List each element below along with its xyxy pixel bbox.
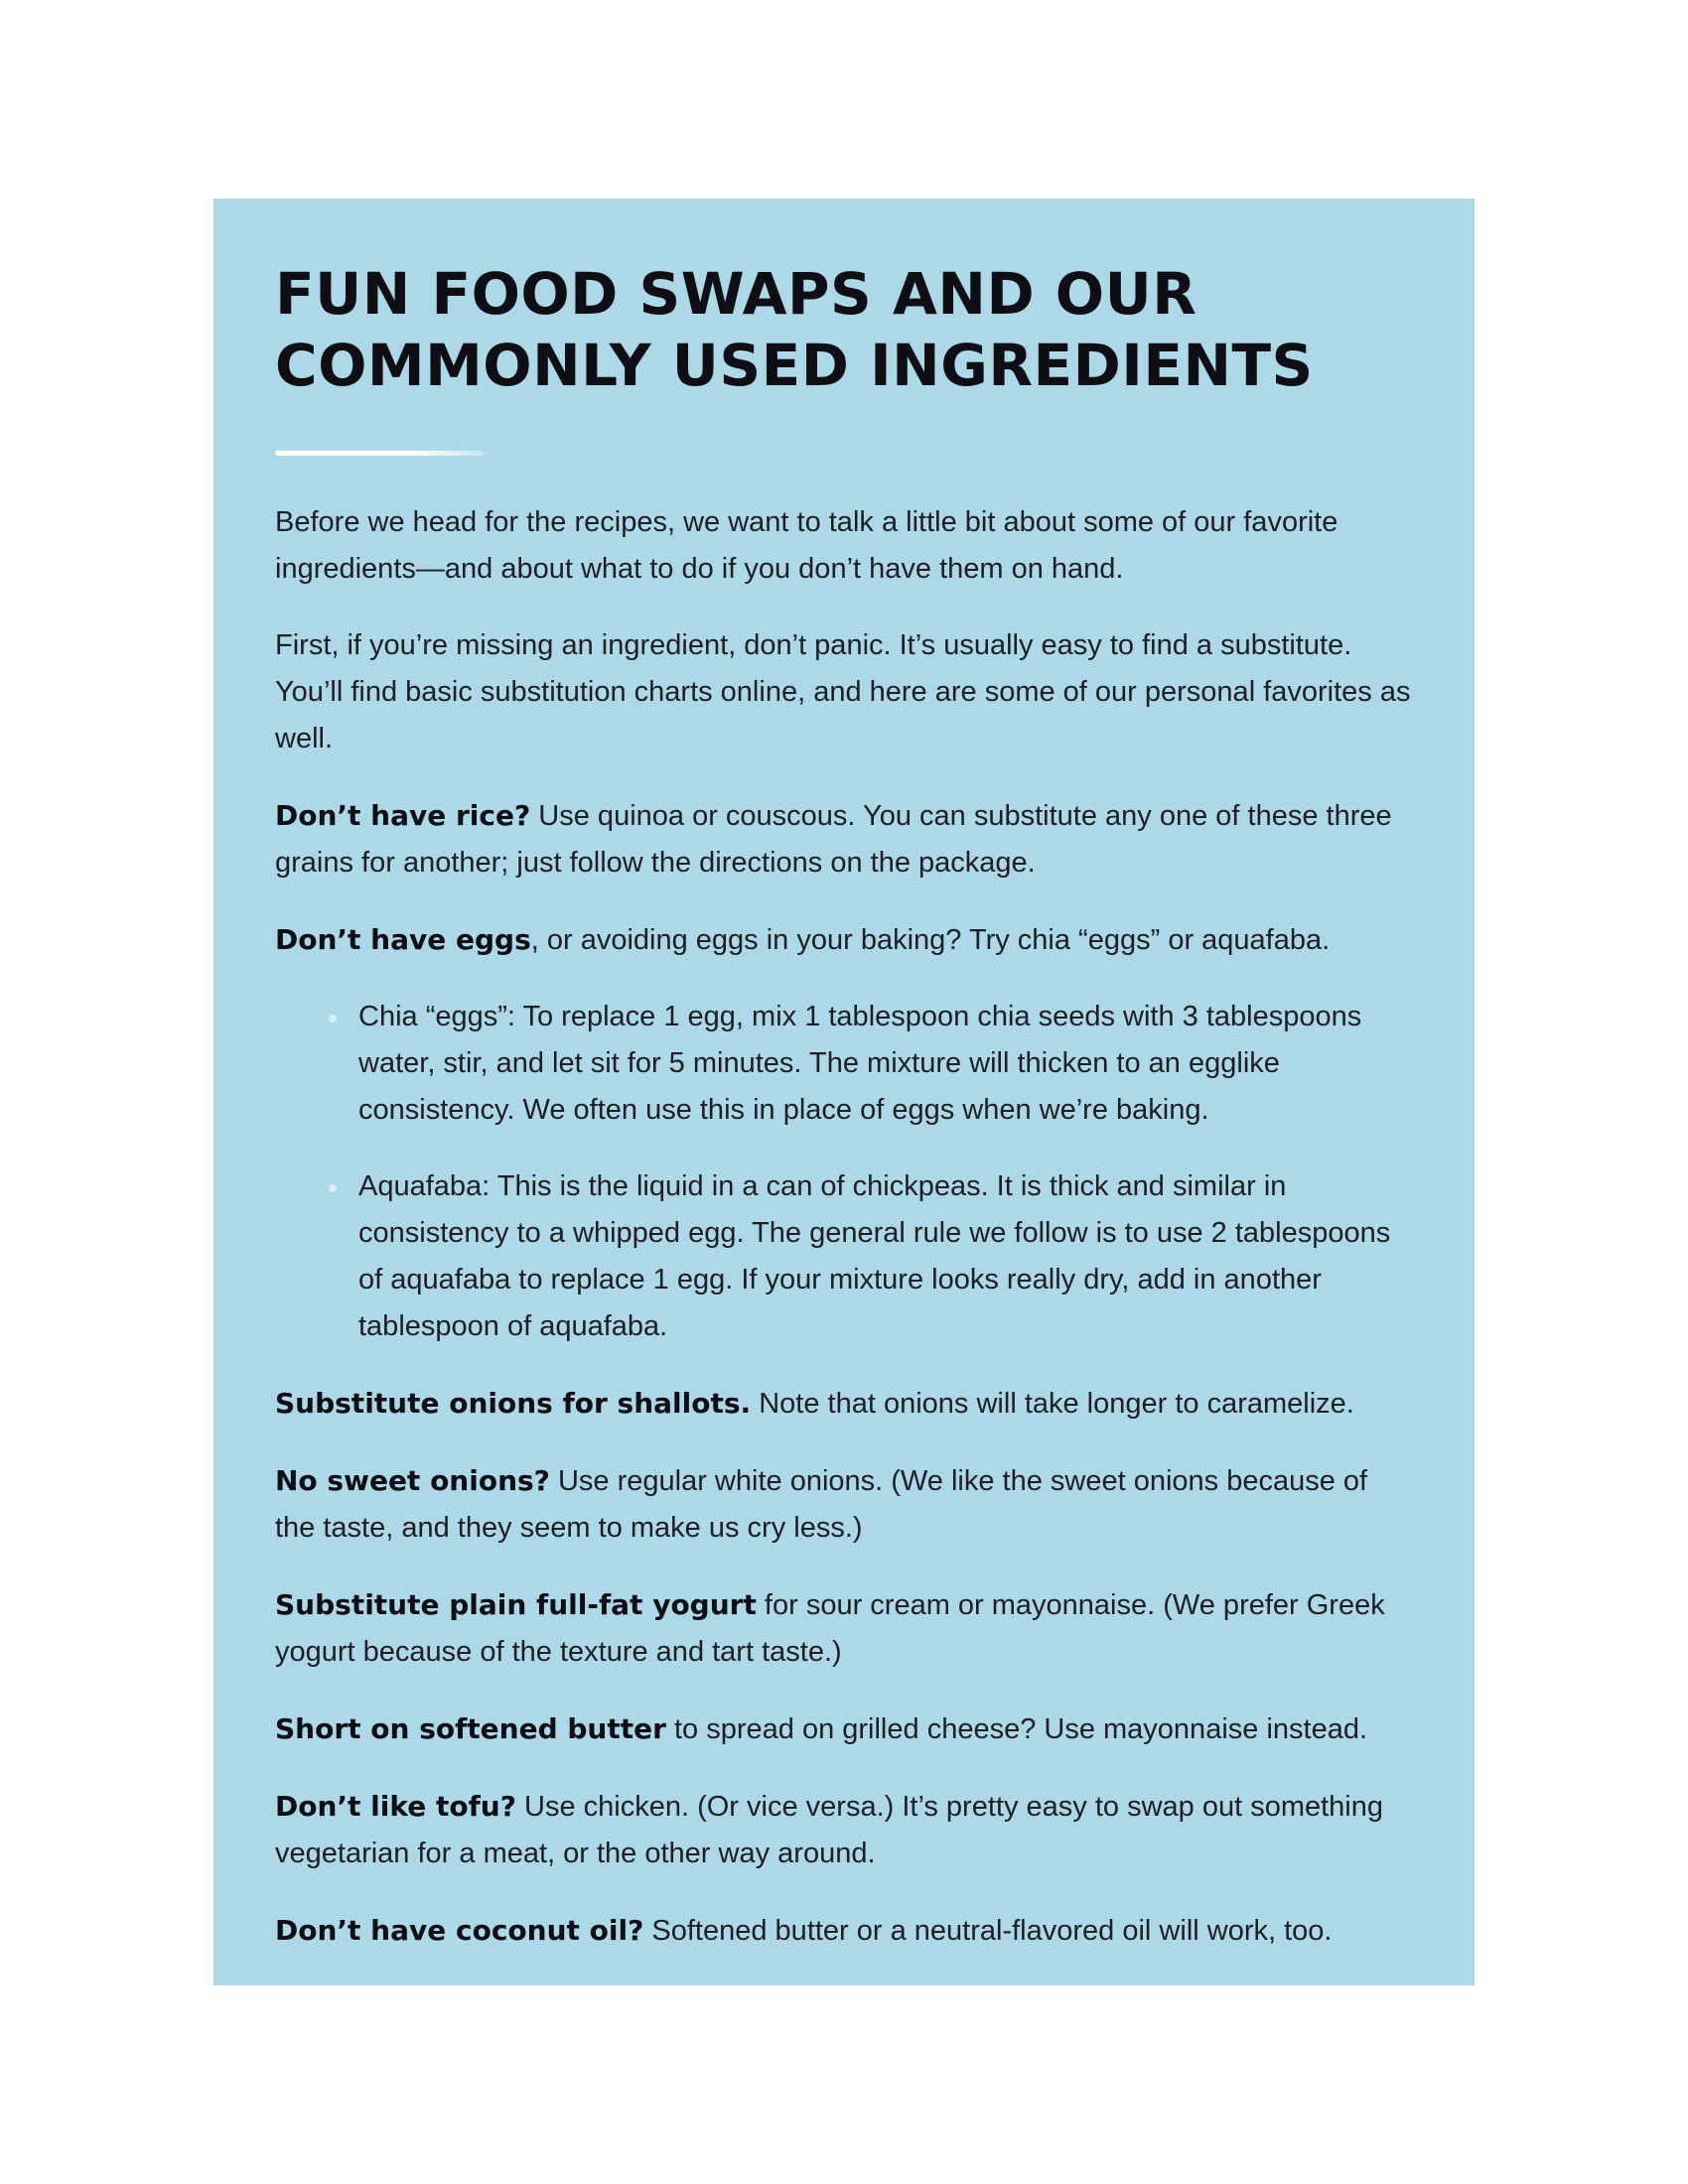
tip-tofu-lead: Don’t like tofu? — [275, 1790, 516, 1823]
tip-butter — [275, 1706, 1415, 1753]
tip-coconut-text: Softened butter or a neutral-flavored oil will work, too. — [643, 1915, 1333, 1947]
tip-rice — [275, 792, 1415, 887]
egg-substitute-list — [275, 994, 1415, 1350]
tip-onions-text: Use regular white onions. (We like the sweet onions because of the taste, and they seem to make us cry less.) — [275, 1465, 1368, 1544]
tip-tofu-text: Use chicken. (Or vice versa.) It’s pretty easy to swap out something vegetarian for a meat, or the other way around. — [275, 1791, 1383, 1869]
bullet-dot-icon — [329, 1184, 337, 1192]
title-divider — [275, 451, 484, 456]
tip-butter-text: to spread on grilled cheese? Use mayonnaise instead. — [665, 1713, 1368, 1745]
tip-coconut-lead: Don’t have coconut oil? — [275, 1914, 644, 1947]
tip-eggs-text: , or avoiding eggs in your baking? Try chia “eggs” or aquafaba. — [530, 924, 1331, 956]
intro-paragraph: Before we head for the recipes, we want to talk a little bit about some of our favorite ingredients—and about what to do if you don’t have them on hand. — [275, 506, 1338, 585]
list-item — [358, 994, 1415, 1134]
title-line-1: FUN FOOD SWAPS AND OUR — [275, 260, 1197, 328]
tip-eggs — [275, 916, 1415, 964]
bullet-dot-icon — [329, 1015, 337, 1023]
tip-butter-lead: Short on softened butter — [275, 1712, 666, 1745]
tip-tofu — [275, 1783, 1415, 1877]
tip-yogurt-lead: Substitute plain full-fat yogurt — [275, 1588, 757, 1621]
ingredients-panel — [213, 199, 1475, 1985]
tip-shallots-text: Note that onions will take longer to caramelize. — [751, 1388, 1354, 1420]
title-line-2: COMMONLY USED INGREDIENTS — [275, 332, 1314, 399]
tip-eggs-lead: Don’t have eggs — [275, 923, 531, 956]
bullet-text-chia: Chia “eggs”: To replace 1 egg, mix 1 tablespoon chia seeds with 3 tablespoons water, stir, and let sit for 5 minutes. The mixture will thicken to an egglike consistency. We often use this in place of eggs when we’re baking. — [358, 1001, 1362, 1126]
tip-onions — [275, 1457, 1415, 1552]
tip-rice-text: Use quinoa or couscous. You can substitute any one of these three grains for another; just follow the directions on the package. — [275, 800, 1392, 879]
tip-coconut — [275, 1907, 1415, 1955]
tip-yogurt-text: for sour cream or mayonnaise. (We prefer Greek yogurt because of the texture and tart taste.) — [275, 1589, 1385, 1668]
tip-onions-lead: No sweet onions? — [275, 1464, 550, 1497]
tip-shallots-lead: Substitute onions for shallots. — [275, 1387, 752, 1420]
tip-yogurt — [275, 1581, 1415, 1676]
page-title — [275, 258, 1415, 401]
list-item — [358, 1163, 1415, 1350]
tip-shallots — [275, 1380, 1415, 1428]
body-text — [275, 499, 1415, 1955]
tip-rice-lead: Don’t have rice? — [275, 799, 531, 832]
bullet-text-aquafaba: Aquafaba: This is the liquid in a can of chickpeas. It is thick and similar in consistency to a whipped egg. The general rule we follow is to use 2 tablespoons of aquafaba to replace 1 egg. If your mixture looks really dry, add in another tablespoon of aquafaba. — [358, 1170, 1391, 1342]
first-paragraph: First, if you’re missing an ingredient, don’t panic. It’s usually easy to find a substitute. You’ll find basic substitution charts online, and here are some of our personal favorites as well. — [275, 629, 1411, 754]
